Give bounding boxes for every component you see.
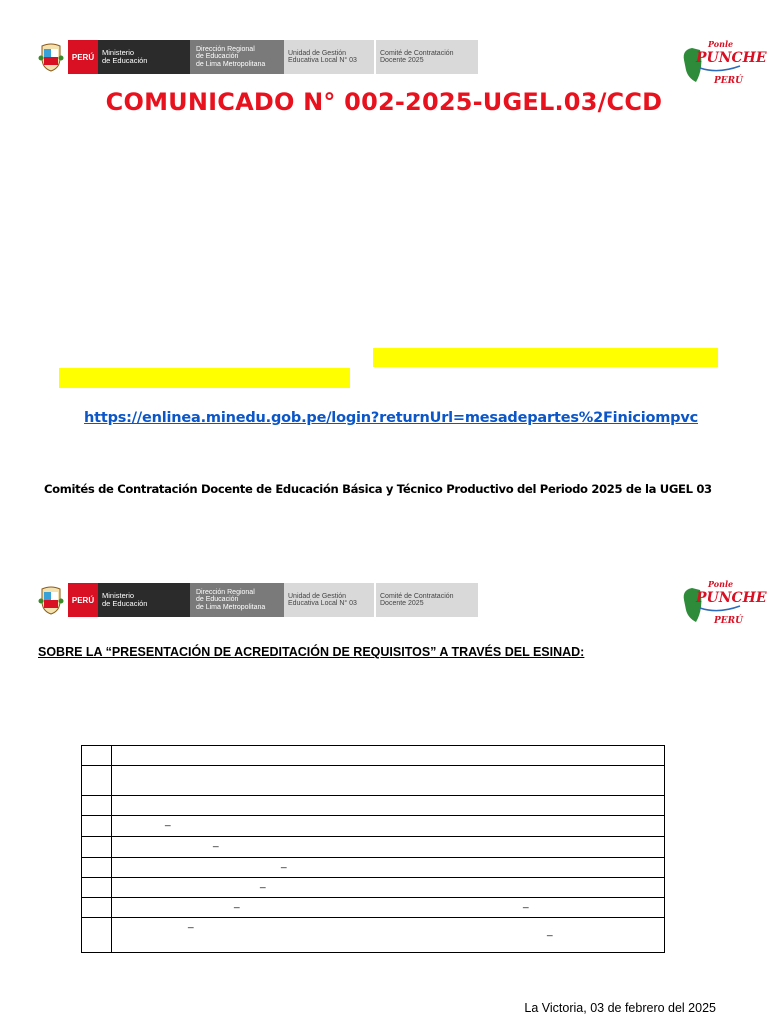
table-cell bbox=[112, 878, 665, 898]
ponle-punche-logo bbox=[678, 578, 767, 630]
direccion-regional-label: Dirección Regional de Educación de Lima Metropolitana bbox=[190, 40, 284, 74]
table-row bbox=[82, 898, 665, 918]
ministerio-label: Ministerio de Educación bbox=[98, 40, 190, 74]
table-row bbox=[82, 878, 665, 898]
table-row bbox=[82, 918, 665, 953]
logo-line3: PERÚ bbox=[714, 76, 743, 86]
table-cell bbox=[82, 918, 112, 953]
table-cell bbox=[112, 796, 665, 816]
logo-line1: Ponle bbox=[708, 579, 734, 589]
dash-mark: _ bbox=[165, 816, 171, 827]
table-row bbox=[82, 858, 665, 878]
table-cell bbox=[82, 766, 112, 796]
table-row bbox=[82, 766, 665, 796]
requirements-table bbox=[81, 745, 665, 953]
committee-signature: Comités de Contratación Docente de Educación Básica y Técnico Productivo del Periodo 2025 de la UGEL 03 bbox=[44, 482, 712, 496]
table-cell bbox=[112, 858, 665, 878]
table-cell bbox=[82, 796, 112, 816]
peru-label: PERÚ bbox=[68, 583, 98, 617]
table-row bbox=[82, 746, 665, 766]
dash-mark: _ bbox=[547, 926, 553, 937]
highlight-bar-1 bbox=[373, 348, 718, 367]
institutional-header-page-2 bbox=[38, 583, 478, 617]
table-cell bbox=[82, 746, 112, 766]
table-row bbox=[82, 816, 665, 837]
comite-label: Comité de Contratación Docente 2025 bbox=[376, 40, 478, 74]
peru-label: PERÚ bbox=[68, 40, 98, 74]
section-heading: SOBRE LA “PRESENTACIÓN DE ACREDITACIÓN DE REQUISITOS” A TRAVÉS DEL ESINAD: bbox=[38, 645, 585, 659]
ponle-punche-logo bbox=[678, 38, 767, 90]
institutional-header bbox=[38, 40, 478, 74]
dash-mark: _ bbox=[213, 837, 219, 848]
coat-of-arms-icon bbox=[38, 42, 64, 72]
table-row bbox=[82, 837, 665, 858]
dash-mark: _ bbox=[260, 878, 266, 889]
logo-line3: PERÚ bbox=[714, 616, 743, 626]
date-line: La Victoria, 03 de febrero del 2025 bbox=[524, 1001, 716, 1015]
logo-line1: Ponle bbox=[708, 39, 734, 49]
dash-mark: _ bbox=[188, 918, 194, 929]
table-cell bbox=[82, 878, 112, 898]
coat-of-arms-icon bbox=[38, 585, 64, 615]
dash-mark: _ bbox=[234, 898, 240, 909]
logo-line2: PUNCHE bbox=[696, 590, 767, 606]
table-cell bbox=[112, 837, 665, 858]
table-cell bbox=[82, 858, 112, 878]
table-row bbox=[82, 796, 665, 816]
ugel-label: Unidad de Gestión Educativa Local N° 03 bbox=[284, 583, 376, 617]
direccion-regional-label: Dirección Regional de Educación de Lima Metropolitana bbox=[190, 583, 284, 617]
table-cell bbox=[112, 918, 665, 953]
table-cell bbox=[112, 898, 665, 918]
table-cell bbox=[112, 766, 665, 796]
table-cell bbox=[112, 746, 665, 766]
ministerio-label: Ministerio de Educación bbox=[98, 583, 190, 617]
table-cell bbox=[82, 898, 112, 918]
logo-line2: PUNCHE bbox=[696, 50, 767, 66]
table-cell bbox=[82, 837, 112, 858]
esinad-link[interactable]: https://enlinea.minedu.gob.pe/login?returnUrl=mesadepartes%2Finiciompvc bbox=[83, 410, 699, 426]
table-cell bbox=[112, 816, 665, 837]
dash-mark: _ bbox=[523, 898, 529, 909]
comite-label: Comité de Contratación Docente 2025 bbox=[376, 583, 478, 617]
page-title: COMUNICADO N° 002-2025-UGEL.03/CCD bbox=[105, 88, 663, 116]
table-cell bbox=[82, 816, 112, 837]
highlight-bar-2 bbox=[59, 368, 350, 388]
dash-mark: _ bbox=[281, 858, 287, 869]
ugel-label: Unidad de Gestión Educativa Local N° 03 bbox=[284, 40, 376, 74]
